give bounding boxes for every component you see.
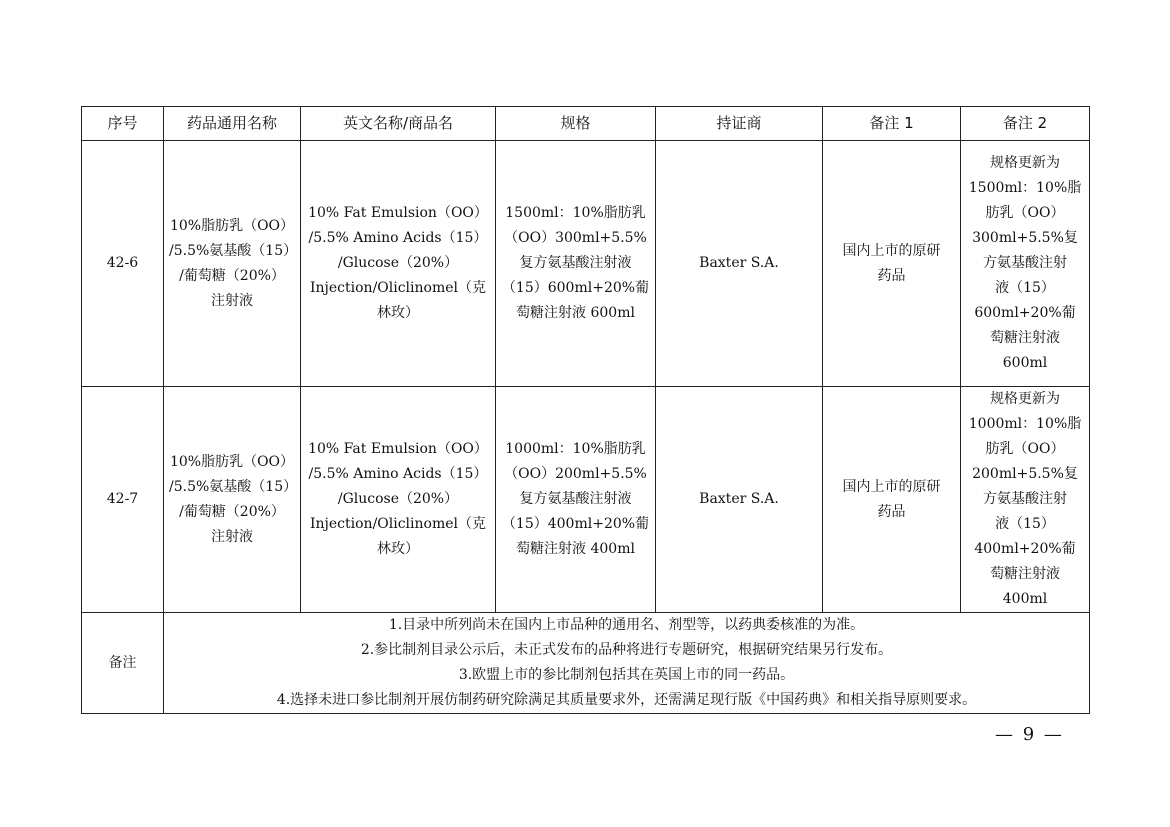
header-seq: 序号 (82, 107, 164, 141)
english-name-cell: 10% Fat Emulsion（OO） /5.5% Amino Acids（15） /Glucose（20%） Injection/Oliclinomel（克 林玫） (301, 387, 496, 613)
header-remark2: 备注 2 (961, 107, 1090, 141)
reference-drug-table (81, 106, 1090, 714)
generic-name-cell: 10%脂肪乳（OO） /5.5%氨基酸（15） /葡萄糖（20%） 注射液 (164, 141, 301, 387)
remark2-cell: 规格更新为 1500ml：10%脂 肪乳（OO） 300ml+5.5%复 方氨基酸注射 液（15） 600ml+20%葡 萄糖注射液 600ml (961, 141, 1090, 387)
spec-cell: 1000ml：10%脂肪乳 （OO）200ml+5.5% 复方氨基酸注射液 （15）400ml+20%葡 萄糖注射液 400ml (496, 387, 656, 613)
notes-cell (164, 613, 1090, 714)
table-row (82, 387, 1090, 613)
note-item: 3.欧盟上市的参比制剂包括其在英国上市的同一药品。 (458, 667, 795, 683)
english-name-cell: 10% Fat Emulsion（OO） /5.5% Amino Acids（15） /Glucose（20%） Injection/Oliclinomel（克 林玫） (301, 141, 496, 387)
table-row (82, 141, 1090, 387)
header-holder: 持证商 (656, 107, 823, 141)
notes-row (82, 613, 1090, 714)
header-remark1: 备注 1 (823, 107, 961, 141)
notes-label: 备注 (82, 613, 164, 714)
page-number: — 9 — (995, 724, 1064, 745)
holder-cell: Baxter S.A. (656, 387, 823, 613)
remark2-cell: 规格更新为 1000ml：10%脂 肪乳（OO） 200ml+5.5%复 方氨基酸注射 液（15） 400ml+20%葡 萄糖注射液 400ml (961, 387, 1090, 613)
remark1-cell: 国内上市的原研 药品 (823, 387, 961, 613)
note-item: 1.目录中所列尚未在国内上市品种的通用名、剂型等，以药典委核准的为准。 (388, 617, 865, 633)
spec-cell: 1500ml：10%脂肪乳 （OO）300ml+5.5% 复方氨基酸注射液 （15）600ml+20%葡 萄糖注射液 600ml (496, 141, 656, 387)
seq-cell: 42-7 (82, 387, 164, 613)
seq-cell: 42-6 (82, 141, 164, 387)
header-spec: 规格 (496, 107, 656, 141)
holder-cell: Baxter S.A. (656, 141, 823, 387)
header-english-name: 英文名称/商品名 (301, 107, 496, 141)
note-item: 2.参比制剂目录公示后，未正式发布的品种将进行专题研究，根据研究结果另行发布。 (360, 642, 893, 658)
header-generic-name: 药品通用名称 (164, 107, 301, 141)
note-item: 4.选择未进口参比制剂开展仿制药研究除满足其质量要求外，还需满足现行版《中国药典》和相关指导原则要求。 (276, 692, 977, 708)
remark1-cell: 国内上市的原研 药品 (823, 141, 961, 387)
header-row (82, 107, 1090, 141)
generic-name-cell: 10%脂肪乳（OO） /5.5%氨基酸（15） /葡萄糖（20%） 注射液 (164, 387, 301, 613)
